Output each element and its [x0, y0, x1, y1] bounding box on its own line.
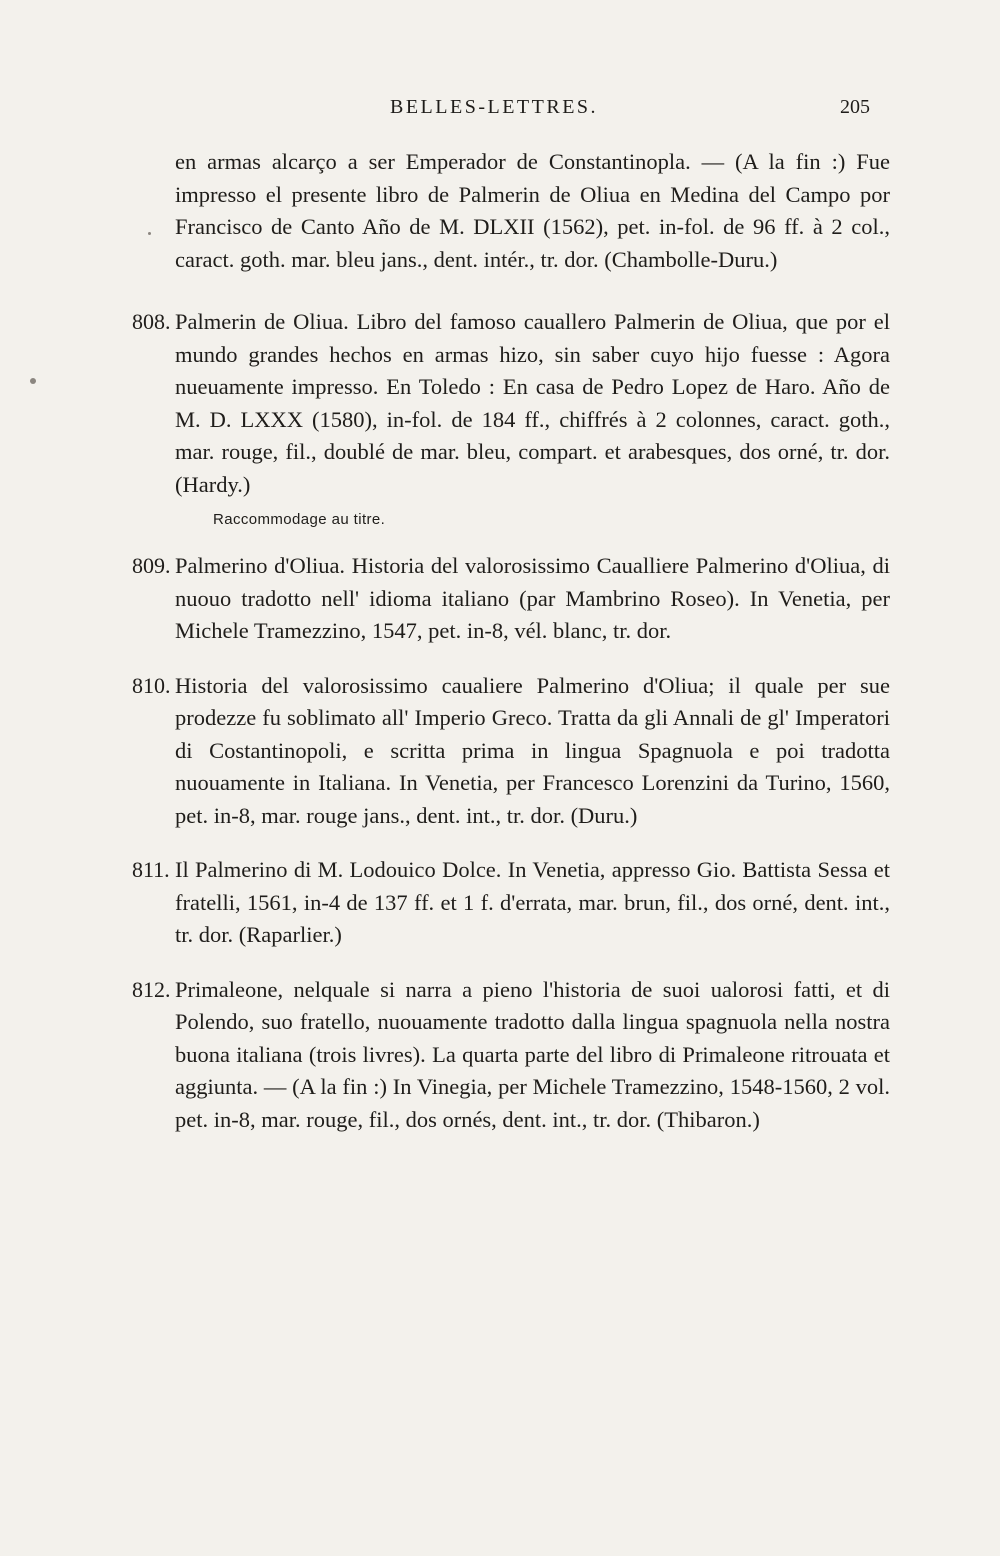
- entry-text: en armas alcarço a ser Emperador de Constantinopla. — (A la fin :) Fue impresso el presente libro de Palmerin de Oliua en Medina del Campo por Francisco de Canto Año de M. DLXII (1562), pet. in-fol. de 96 ff. à 2 col., caract. goth. mar. bleu jans., dent. intér., tr. dor. (Chambolle-Duru.): [175, 149, 890, 272]
- entry-text: Palmerin de Oliua. Libro del famoso cauallero Palmerin de Oliua, que por el mundo grandes hechos en armas hizo, sin saber cuyo hijo fuesse : Agora nueuamente impresso. En Toledo : En casa de Pedro Lopez de Haro. Año de M. D. LXXX (1580), in-fol. de 184 ff., chiffrés à 2 colonnes, caract. goth., mar. rouge, fil., doublé de mar. bleu, compart. et arabesques, dos orné, tr. dor. (Hardy.): [175, 309, 890, 497]
- page-number: 205: [840, 96, 870, 118]
- entry-number: 812.: [132, 976, 171, 1002]
- ink-speck: [30, 378, 36, 384]
- catalogue-entries: [132, 146, 890, 1158]
- entry-811: [132, 854, 890, 952]
- running-title: BELLES-LETTRES.: [390, 96, 599, 118]
- entry-continuation: [140, 146, 890, 276]
- entry-number: 808.: [132, 309, 171, 334]
- ink-speck: [148, 232, 151, 235]
- entry-number: 810.: [132, 672, 171, 698]
- entry-810: [132, 670, 890, 833]
- entry-text: Palmerino d'Oliua. Historia del valorosissimo Caualliere Palmerino d'Oliua, di nuouo tradotto nell' idioma italiano (par Mambrino Roseo). In Venetia, per Michele Tramezzino, 1547, pet. in-8, vél. blanc, tr. dor.: [175, 553, 890, 643]
- entry-812: [132, 974, 890, 1137]
- entry-text: Primaleone, nelquale si narra a pieno l'historia de suoi ualorosi fatti, et di Polendo, suo fratello, nuouamente tradotto dalla lingua spagnuola nella nostra buona italiana (trois livres). La quarta parte del libro di Primaleone ritrouata et aggiunta. — (A la fin :) In Vinegia, per Michele Tramezzino, 1548-1560, 2 vol. pet. in-8, mar. rouge, fil., dos ornés, dent. int., tr. dor. (Thibaron.): [175, 976, 890, 1132]
- entry-number: 811.: [132, 857, 170, 882]
- entry-note: Raccommodage au titre.: [213, 511, 386, 528]
- entry-number: 809.: [132, 553, 171, 578]
- entry-809: [132, 550, 890, 648]
- entry-text: Il Palmerino di M. Lodouico Dolce. In Venetia, appresso Gio. Battista Sessa et fratelli, 1561, in-4 de 137 ff. et 1 f. d'errata, mar. brun, fil., dos orné, dent. int., tr. dor. (Raparlier.): [175, 857, 890, 947]
- running-head: [0, 96, 1000, 136]
- entry-text: Historia del valorosissimo caualiere Palmerino d'Oliua; il quale per sue prodezze fu soblimato all' Imperio Greco. Tratta da gli Annali de gl' Imperatori di Costantinopoli, e scritta prima in lingua Spagnuola e poi tradotta nuouamente in Italiana. In Venetia, per Francesco Lorenzini da Turino, 1560, pet. in-8, mar. rouge jans., dent. int., tr. dor. (Duru.): [175, 672, 890, 828]
- entry-808: [132, 306, 890, 528]
